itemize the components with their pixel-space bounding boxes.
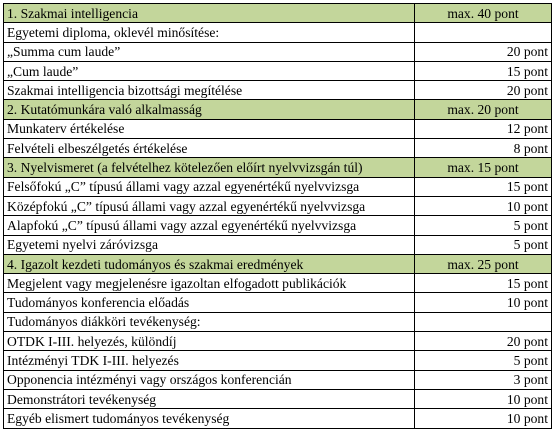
criterion-points: 15 pont bbox=[415, 61, 552, 80]
table-row bbox=[4, 177, 552, 196]
section-header-row bbox=[4, 254, 552, 273]
table-row bbox=[4, 235, 552, 254]
criterion-label: Tudományos diákköri tevékenység: bbox=[4, 312, 415, 331]
scoring-table bbox=[3, 3, 552, 429]
section-title: 1. Szakmai intelligencia bbox=[4, 4, 415, 23]
criterion-points: 12 pont bbox=[415, 119, 552, 138]
criterion-label: „Summa cum laude” bbox=[4, 42, 415, 61]
criterion-points: 20 pont bbox=[415, 42, 552, 61]
criterion-points: 10 pont bbox=[415, 196, 552, 215]
criterion-points: 5 pont bbox=[415, 235, 552, 254]
criterion-label: Felvételi elbeszélgetés értékelése bbox=[4, 139, 415, 158]
section-max-points: max. 15 pont bbox=[415, 158, 552, 177]
table-row bbox=[4, 196, 552, 215]
table-row bbox=[4, 81, 552, 100]
criterion-points: 5 pont bbox=[415, 351, 552, 370]
section-max-points: max. 20 pont bbox=[415, 100, 552, 119]
table-row bbox=[4, 293, 552, 312]
criterion-label: Opponencia intézményi vagy országos konferencián bbox=[4, 370, 415, 389]
section-max-points: max. 25 pont bbox=[415, 254, 552, 273]
table-row bbox=[4, 409, 552, 428]
table-row bbox=[4, 216, 552, 235]
criterion-label: OTDK I-III. helyezés, különdíj bbox=[4, 332, 415, 351]
criterion-label: Középfokú „C” típusú állami vagy azzal egyenértékű nyelvvizsga bbox=[4, 196, 415, 215]
criterion-label: Demonstrátori tevékenység bbox=[4, 389, 415, 408]
criterion-label: Munkaterv értékelése bbox=[4, 119, 415, 138]
criterion-points: 8 pont bbox=[415, 139, 552, 158]
table-row bbox=[4, 389, 552, 408]
criterion-label: Egyéb elismert tudományos tevékenység bbox=[4, 409, 415, 428]
scoring-table-body bbox=[4, 4, 552, 429]
section-header-row bbox=[4, 100, 552, 119]
table-row bbox=[4, 119, 552, 138]
criterion-points bbox=[415, 23, 552, 42]
criterion-points: 5 pont bbox=[415, 216, 552, 235]
scoring-table-container bbox=[3, 3, 551, 429]
criterion-points: 10 pont bbox=[415, 293, 552, 312]
criterion-points: 15 pont bbox=[415, 274, 552, 293]
section-header-row bbox=[4, 158, 552, 177]
criterion-points: 20 pont bbox=[415, 81, 552, 100]
criterion-points: 10 pont bbox=[415, 389, 552, 408]
criterion-label: Egyetemi diploma, oklevél minősítése: bbox=[4, 23, 415, 42]
criterion-points: 15 pont bbox=[415, 177, 552, 196]
criterion-label: Szakmai intelligencia bizottsági megítélése bbox=[4, 81, 415, 100]
table-row bbox=[4, 351, 552, 370]
criterion-label: „Cum laude” bbox=[4, 61, 415, 80]
criterion-points bbox=[415, 312, 552, 331]
criterion-label: Intézményi TDK I-III. helyezés bbox=[4, 351, 415, 370]
criterion-points: 20 pont bbox=[415, 332, 552, 351]
table-row bbox=[4, 332, 552, 351]
criterion-label: Megjelent vagy megjelenésre igazoltan elfogadott publikációk bbox=[4, 274, 415, 293]
criterion-label: Tudományos konferencia előadás bbox=[4, 293, 415, 312]
criterion-points: 3 pont bbox=[415, 370, 552, 389]
table-row bbox=[4, 312, 552, 331]
section-title: 2. Kutatómunkára való alkalmasság bbox=[4, 100, 415, 119]
table-row bbox=[4, 274, 552, 293]
criterion-label: Egyetemi nyelvi záróvizsga bbox=[4, 235, 415, 254]
criterion-points: 10 pont bbox=[415, 409, 552, 428]
criterion-label: Felsőfokú „C” típusú állami vagy azzal egyenértékű nyelvvizsga bbox=[4, 177, 415, 196]
section-header-row bbox=[4, 4, 552, 23]
table-row bbox=[4, 370, 552, 389]
section-title: 3. Nyelvismeret (a felvételhez kötelezően előírt nyelvvizsgán túl) bbox=[4, 158, 415, 177]
table-row bbox=[4, 42, 552, 61]
section-max-points: max. 40 pont bbox=[415, 4, 552, 23]
table-row bbox=[4, 139, 552, 158]
criterion-label: Alapfokú „C” típusú állami vagy azzal egyenértékű nyelvvizsga bbox=[4, 216, 415, 235]
table-row bbox=[4, 61, 552, 80]
section-title: 4. Igazolt kezdeti tudományos és szakmai eredmények bbox=[4, 254, 415, 273]
table-row bbox=[4, 23, 552, 42]
